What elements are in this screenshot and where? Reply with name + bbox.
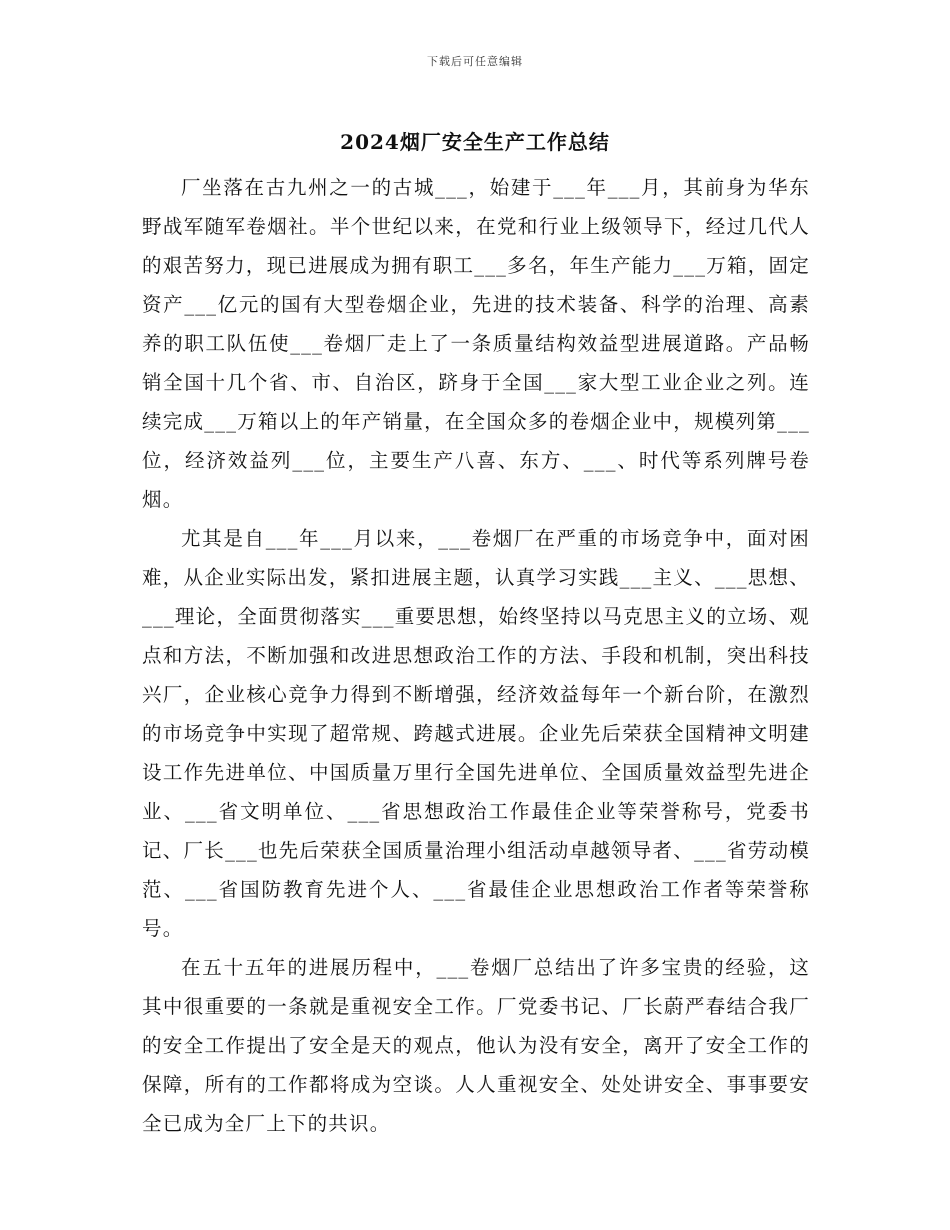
document-body: [142, 168, 810, 1143]
header-note: 下载后可任意编辑: [427, 55, 523, 68]
document-title: 2024烟厂安全生产工作总结: [340, 130, 610, 154]
paragraph-2: 尤其是自___年___月以来，___卷烟厂在严重的市场竞争中，面对困难，从企业实际出发，紧扣进展主题，认真学习实践___主义、___思想、___理论，全面贯彻落实___重要思想，始终坚持以马克思主义的立场、观点和方法，不断加强和改进思想政治工作的方法、手段和机制，突出科技兴厂，企业核心竞争力得到不断增强，经济效益每年一个新台阶，在激烈的市场竞争中实现了超常规、跨越式进展。企业先后荣获全国精神文明建设工作先进单位、中国质量万里行全国先进单位、全国质量效益型先进企业、___省文明单位、___省思想政治工作最佳企业等荣誉称号，党委书记、厂长___也先后荣获全国质量治理小组活动卓越领导者、___省劳动模范、___省国防教育先进个人、___省最佳企业思想政治工作者等荣誉称号。: [142, 527, 810, 940]
paragraph-3: 在五十五年的进展历程中，___卷烟厂总结出了许多宝贵的经验，这其中很重要的一条就是重视安全工作。厂党委书记、厂长蔚严春结合我厂的安全工作提出了安全是天的观点，他认为没有安全，离开了安全工作的保障，所有的工作都将成为空谈。人人重视安全、处处讲安全、事事要安全已成为全厂上下的共识。: [142, 956, 810, 1135]
paragraph-1: 厂坐落在古九州之一的古城___，始建于___年___月，其前身为华东野战军随军卷烟社。半个世纪以来，在党和行业上级领导下，经过几代人的艰苦努力，现已进展成为拥有职工___多名，年生产能力___万箱，固定资产___亿元的国有大型卷烟企业，先进的技术装备、科学的治理、高素养的职工队伍使___卷烟厂走上了一条质量结构效益型进展道路。产品畅销全国十几个省、市、自治区，跻身于全国___家大型工业企业之列。连续完成___万箱以上的年产销量，在全国众多的卷烟企业中，规模列第___位，经济效益列___位，主要生产八喜、东方、___、时代等系列牌号卷烟。: [142, 176, 810, 511]
